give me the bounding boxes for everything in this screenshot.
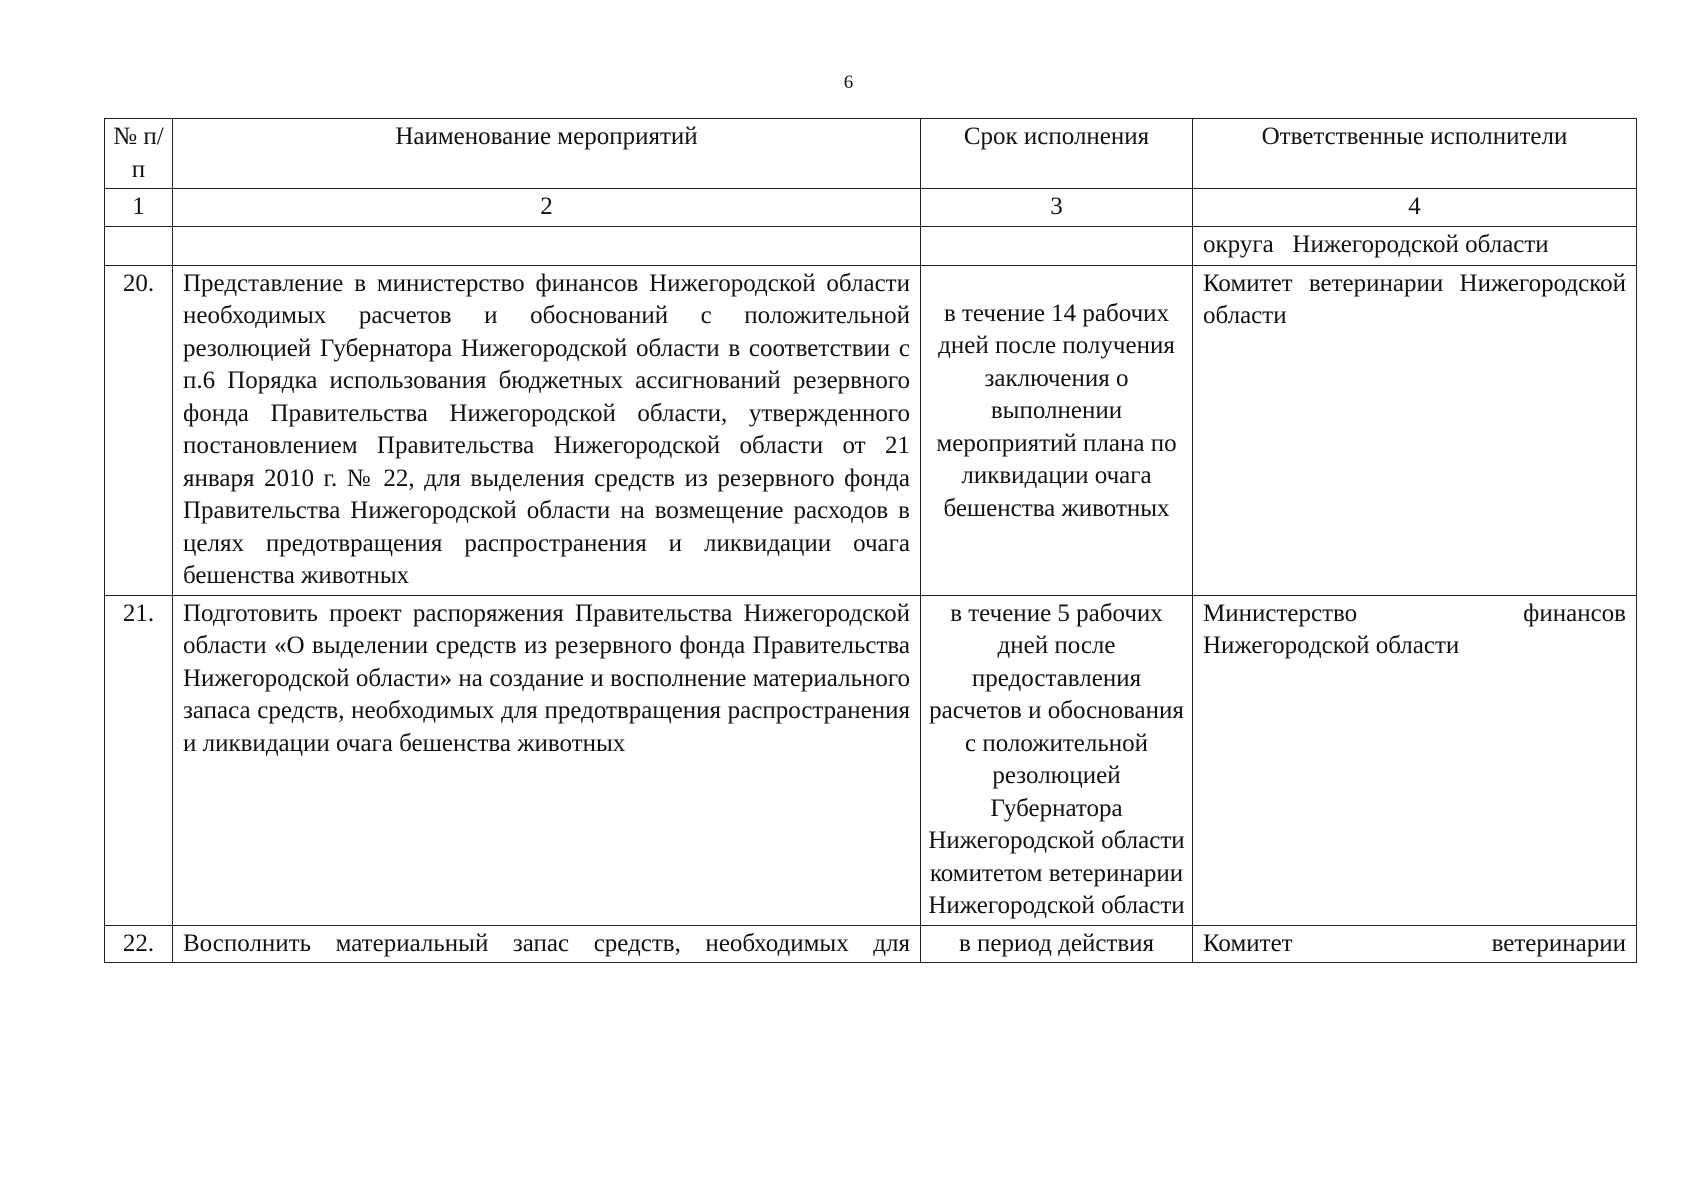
- header-index: № п/п: [105, 119, 173, 189]
- responsible: Комитет ветеринарии Нижегородской области: [1193, 265, 1637, 595]
- measure-name: [173, 925, 921, 963]
- table-row: [105, 595, 1637, 925]
- row-index: 20.: [105, 265, 173, 595]
- empty-cell: [921, 226, 1193, 265]
- table-row: [105, 265, 1637, 595]
- table-header-row: [105, 119, 1637, 189]
- table-row: [105, 925, 1637, 963]
- measure-name: Подготовить проект распоряжения Правительства Нижегородской области «О выделении средств из резервного фонда Правительства Нижегородской области» на создание и восполнение материального запаса средств, необходимых для предотвращения распространения и ликвидации очага бешенства животных: [173, 595, 921, 925]
- column-number: 3: [921, 189, 1193, 227]
- row-index: 22.: [105, 925, 173, 963]
- row-index: 21.: [105, 595, 173, 925]
- responsible: Министерство финансов Нижегородской области: [1193, 595, 1637, 925]
- column-number: 4: [1193, 189, 1637, 227]
- header-deadline: Срок исполнения: [921, 119, 1193, 189]
- measure-name: Представление в министерство финансов Нижегородской области необходимых расчетов и обоснований с положительной резолюцией Губернатора Нижегородской области в соответствии с п.6 Порядка использования бюджетных ассигнований резервного фонда Правительства Нижегородской области, утвержденного постановлением Правительства Нижегородской области от 21 января 2010 г. № 22, для выделения средств из резервного фонда Правительства Нижегородской области на возмещение расходов в целях предотвращения распространения и ликвидации очага бешенства животных: [173, 265, 921, 595]
- deadline: в течение 5 рабочих дней после предоставления расчетов и обоснования с положительной резолюцией Губернатора Нижегородской области комитетом ветеринарии Нижегородской области: [921, 595, 1193, 925]
- continuation-responsible: округа Нижегородской области: [1193, 226, 1637, 265]
- continuation-row: [105, 226, 1637, 265]
- header-responsible: Ответственные исполнители: [1193, 119, 1637, 189]
- empty-cell: [105, 226, 173, 265]
- deadline: в течение 14 рабочих дней после получения заключения о выполнении мероприятий плана по ликвидации очага бешенства животных: [921, 265, 1193, 595]
- responsible: [1193, 925, 1637, 963]
- column-number: 1: [105, 189, 173, 227]
- measure-name-text: Восполнить материальный запас средств, необходимых для: [183, 929, 910, 957]
- empty-cell: [173, 226, 921, 265]
- header-measure-name: Наименование мероприятий: [173, 119, 921, 189]
- page-number: 6: [843, 72, 854, 93]
- measures-table: [104, 118, 1637, 963]
- deadline: в период действия: [921, 925, 1193, 963]
- column-number: 2: [173, 189, 921, 227]
- responsible-text: Комитет ветеринарии: [1203, 929, 1626, 957]
- column-number-row: [105, 189, 1637, 227]
